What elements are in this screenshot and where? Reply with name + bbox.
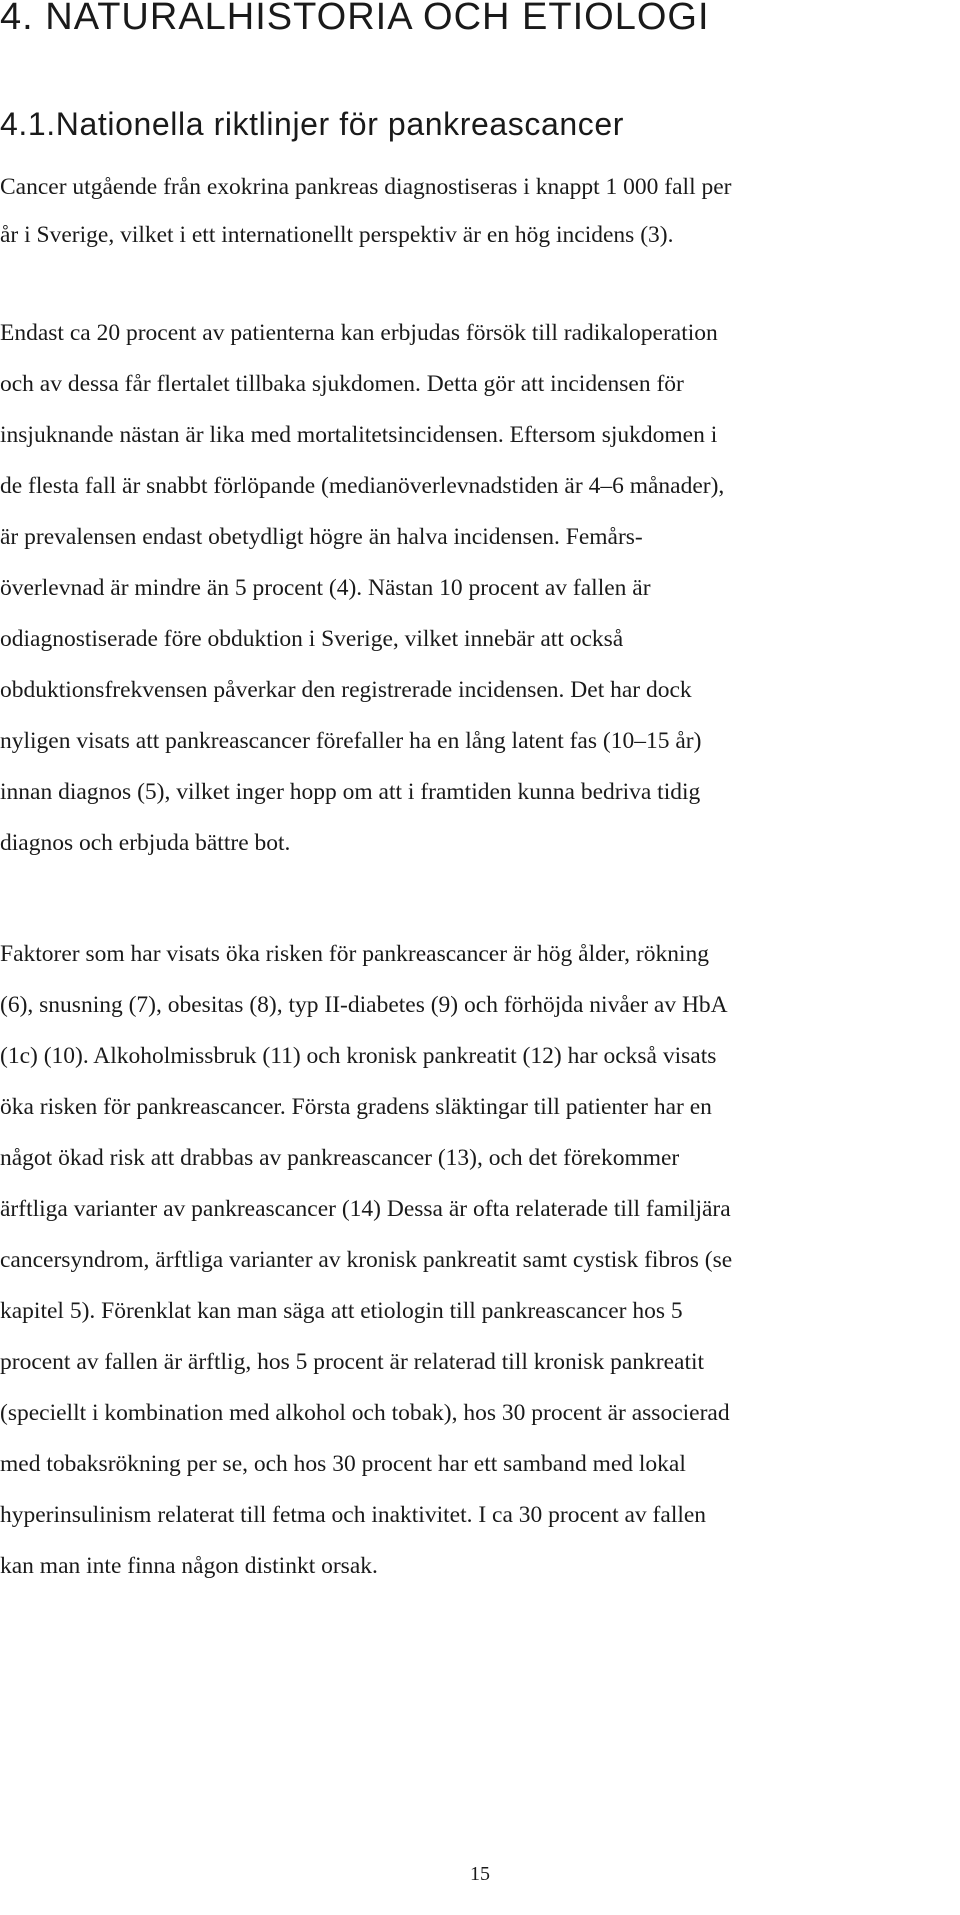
text-line: de flesta fall är snabbt förlöpande (medianöverlevnadstiden är 4–6 månader), [0,473,725,499]
text-line: överlevnad är mindre än 5 procent (4). Nästan 10 procent av fallen är [0,575,651,601]
subsection-heading: 4.1.Nationella riktlinjer för pankreascancer [0,106,625,142]
text-line: cancersyndrom, ärftliga varianter av kronisk pankreatit samt cystisk fibros (se [0,1247,733,1273]
text-line: kan man inte finna någon distinkt orsak. [0,1553,378,1579]
text-line: kapitel 5). Förenklat kan man säga att etiologin till pankreascancer hos 5 [0,1298,683,1324]
paragraph-risk-factors [0,929,732,1592]
text-line: (6), snusning (7), obesitas (8), typ II-diabetes (9) och förhöjda nivåer av HbA [0,992,728,1018]
text-line: ärftliga varianter av pankreascancer (14) Dessa är ofta relaterade till familjära [0,1196,731,1222]
text-line: år i Sverige, vilket i ett internationellt perspektiv är en hög incidens (3). [0,221,674,248]
text-line: och av dessa får flertalet tillbaka sjukdomen. Detta gör att incidensen för [0,371,684,397]
text-line: Endast ca 20 procent av patienterna kan erbjudas försök till radikaloperation [0,320,718,346]
text-line: hyperinsulinism relaterat till fetma och inaktivitet. I ca 30 procent av fallen [0,1502,707,1528]
text-line: är prevalensen endast obetydligt högre än halva incidensen. Femårs- [0,524,643,550]
text-line: obduktionsfrekvensen påverkar den registrerade incidensen. Det har dock [0,677,692,703]
text-line: nyligen visats att pankreascancer förefaller ha en lång latent fas (10–15 år) [0,728,702,754]
text-line: insjuknande nästan är lika med mortalitetsincidensen. Eftersom sjukdomen i [0,422,718,448]
text-line: Faktorer som har visats öka risken för pankreascancer är hög ålder, rökning [0,941,710,967]
page-number: 15 [470,1863,490,1885]
text-line: odiagnostiserade före obduktion i Sverige, vilket innebär att också [0,626,624,652]
text-line: (speciellt i kombination med alkohol och tobak), hos 30 procent är associerad [0,1400,730,1426]
text-line: något ökad risk att drabbas av pankreascancer (13), och det förekommer [0,1145,680,1171]
text-line: öka risken för pankreascancer. Första gradens släktingar till patienter har en [0,1094,712,1120]
text-line: Cancer utgående från exokrina pankreas diagnostiseras i knappt 1 000 fall per [0,174,732,200]
paragraph-prognosis [0,308,724,869]
section-heading: 4. NATURALHISTORIA OCH ETIOLOGI [0,0,710,38]
text-line: procent av fallen är ärftlig, hos 5 procent är relaterad till kronisk pankreatit [0,1349,705,1375]
text-line: (1c) (10). Alkoholmissbruk (11) och kronisk pankreatit (12) har också visats [0,1043,717,1069]
text-line: med tobaksrökning per se, och hos 30 procent har ett samband med lokal [0,1451,686,1477]
paragraph-incidence [0,164,732,259]
text-line: innan diagnos (5), vilket inger hopp om att i framtiden kunna bedriva tidig [0,779,701,805]
text-line: diagnos och erbjuda bättre bot. [0,830,291,856]
